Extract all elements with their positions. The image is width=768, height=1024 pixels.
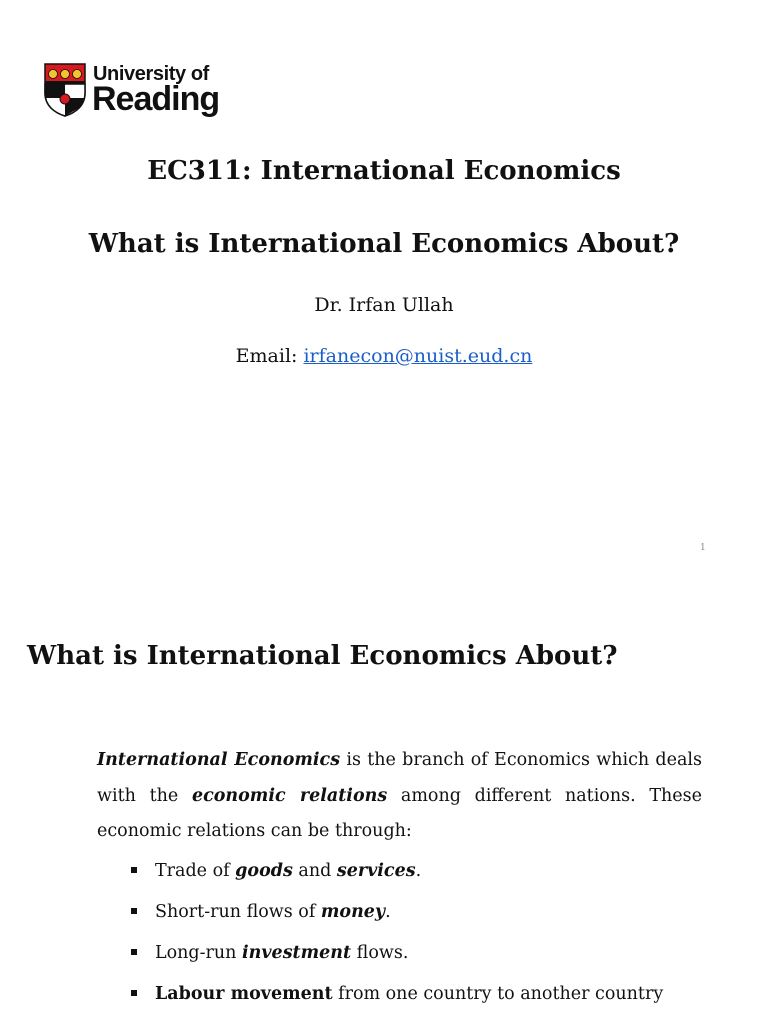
- list-item: [128, 853, 728, 894]
- author-name: Dr. Irfan Ullah: [314, 294, 454, 316]
- logo-line-2: Reading: [92, 80, 220, 118]
- course-title: EC311: International Economics: [147, 156, 621, 186]
- list-item: [128, 976, 728, 1017]
- bullet-emphasis: Labour movement: [155, 984, 333, 1004]
- intro-paragraph: [97, 743, 702, 850]
- bullet-emphasis: money: [320, 902, 386, 922]
- bullet-text: .: [385, 902, 391, 922]
- bullet-text: Short-run flows of: [155, 902, 321, 922]
- term-economic-relations: economic relations: [191, 785, 388, 806]
- square-bullet-icon: [131, 949, 137, 955]
- list-item: [128, 935, 728, 976]
- square-bullet-icon: [131, 867, 137, 873]
- bullet-emphasis: services: [336, 861, 416, 881]
- bullet-text: Trade of: [155, 861, 236, 881]
- term-international-economics: International Economics: [97, 750, 341, 770]
- lecture-title: What is International Economics About?: [88, 229, 680, 259]
- bullet-text: and: [292, 861, 337, 881]
- bullet-text: Long-run: [155, 943, 243, 963]
- university-logo: [44, 63, 224, 123]
- bullet-text: from one country to another country: [332, 984, 664, 1004]
- email-label: Email:: [235, 345, 298, 367]
- section-heading: What is International Economics About?: [27, 641, 618, 671]
- bullet-emphasis: goods: [235, 861, 293, 881]
- email-line: [0, 345, 768, 367]
- reading-crest-icon: [44, 63, 86, 117]
- page-number: 1: [700, 543, 706, 553]
- channels-list: [128, 853, 728, 1017]
- email-link[interactable]: irfanecon@nuist.eud.cn: [303, 345, 533, 367]
- bullet-text: .: [415, 861, 422, 881]
- bullet-text: flows.: [351, 943, 409, 963]
- square-bullet-icon: [131, 908, 137, 914]
- list-item: [128, 894, 728, 935]
- square-bullet-icon: [131, 990, 137, 996]
- logo-line-1: University of: [93, 63, 209, 85]
- paragraph-text-2: among different nations. These economic relations can be through:: [97, 785, 702, 841]
- bullet-emphasis: investment: [242, 943, 352, 963]
- paragraph-text-1: is the branch of Economics which deals with the: [97, 750, 702, 806]
